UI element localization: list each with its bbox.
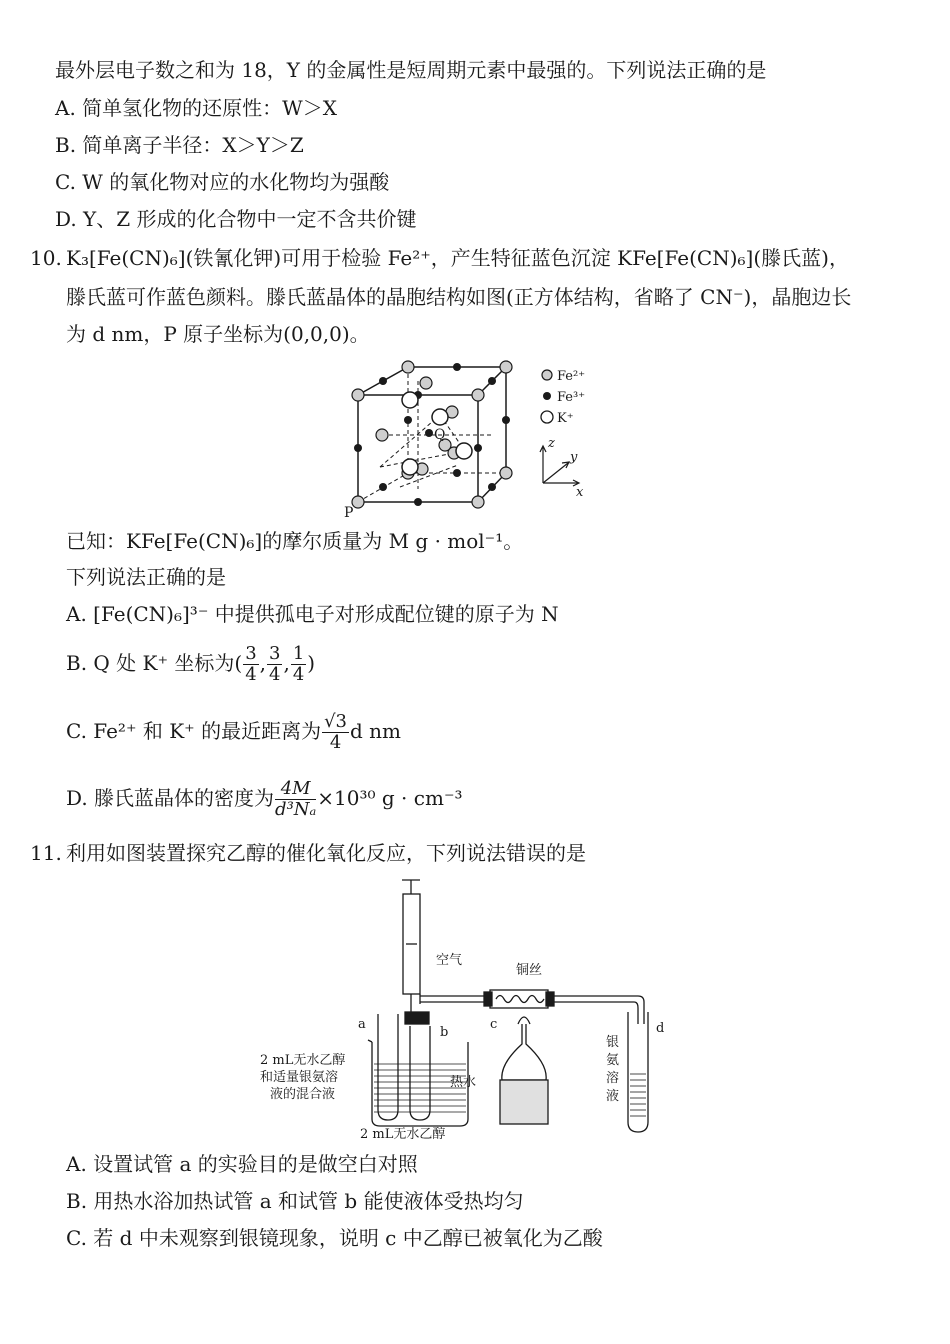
label-p: P	[344, 505, 354, 521]
label-c: c	[490, 1017, 498, 1032]
q10-option-d-prefix: D. 滕氏蓝晶体的密度为	[66, 786, 275, 810]
label-a: a	[358, 1017, 366, 1032]
q10-option-d	[66, 775, 463, 821]
q10-option-a: A. [Fe(CN)₆]³⁻ 中提供孤电子对形成配位键的原子为 N	[66, 602, 559, 626]
q10-stem-line1: K₃[Fe(CN)₆](铁氰化钾)可用于检验 Fe²⁺，产生特征蓝色沉淀 KFe[Fe(CN)₆](滕氏蓝)，	[66, 246, 849, 270]
legend-fe2: Fe²⁺	[557, 369, 586, 384]
q10-option-c-prefix: C. Fe²⁺ 和 K⁺ 的最近距离为	[66, 719, 322, 743]
q10-stem-line2: 滕氏蓝可作蓝色颜料。滕氏蓝晶体的晶胞结构如图(正方体结构，省略了 CN⁻)，晶胞边长	[66, 285, 852, 309]
label-air: 空气	[436, 953, 463, 968]
label-q: Q	[434, 427, 446, 443]
q10-option-b-frac2: $\frac{3}{4}$	[269, 643, 281, 685]
q10-option-d-suffix: ×10³⁰ g · cm⁻³	[317, 786, 463, 810]
q10-option-c-frac: $\frac{√3}{4}$	[324, 711, 347, 753]
q10-known: 已知：KFe[Fe(CN)₆]的摩尔质量为 M g · mol⁻¹。	[66, 529, 524, 553]
axis-y: y	[570, 450, 578, 465]
q10-number: 10.	[30, 246, 62, 270]
crystal-cell-figure	[330, 355, 620, 523]
q9-stem-continuation: 最外层电子数之和为 18，Y 的金属性是短周期元素中最强的。下列说法正确的是	[55, 58, 767, 82]
label-silver-2: 氨	[606, 1053, 620, 1068]
q11-number: 11.	[30, 841, 62, 865]
label-mix-1: 2 mL无水乙醇	[260, 1053, 346, 1068]
q10-stem-line3: 为 d nm，P 原子坐标为(0,0,0)。	[66, 322, 370, 346]
q10-option-b: B. Q 处 K⁺ 坐标为( $\frac{3}{4}$ , $\frac{3}{4}$ , $\frac{1}{4}$ )	[66, 643, 316, 685]
legend-fe3: Fe³⁺	[557, 390, 586, 405]
legend-k: K⁺	[557, 411, 574, 426]
label-silver-4: 液	[606, 1089, 620, 1104]
q10-option-b-suffix: )	[307, 651, 316, 675]
q10-option-b-frac1: $\frac{3}{4}$	[245, 643, 257, 685]
label-hot-water: 热水	[450, 1075, 477, 1090]
label-silver-3: 溶	[606, 1071, 620, 1086]
q10-ask: 下列说法正确的是	[66, 565, 226, 589]
label-copper: 铜丝	[516, 963, 543, 978]
q11-option-b: B. 用热水浴加热试管 a 和试管 b 能使液体受热均匀	[66, 1189, 524, 1213]
q9-option-b: B. 简单离子半径：X＞Y＞Z	[55, 133, 304, 157]
apparatus-figure	[250, 874, 690, 1144]
axis-z: z	[548, 436, 555, 451]
label-ethanol: 2 mL无水乙醇	[360, 1127, 446, 1142]
q9-option-a: A. 简单氢化物的还原性：W＞X	[55, 96, 337, 120]
q9-option-c: C. W 的氧化物对应的水化物均为强酸	[55, 170, 390, 194]
q10-option-b-prefix: B. Q 处 K⁺ 坐标为(	[66, 651, 243, 675]
q11-option-a: A. 设置试管 a 的实验目的是做空白对照	[66, 1152, 418, 1176]
label-silver-1: 银	[606, 1035, 620, 1050]
q11-stem: 利用如图装置探究乙醇的催化氧化反应，下列说法错误的是	[66, 841, 586, 865]
label-d: d	[656, 1021, 665, 1036]
label-mix-3: 液的混合液	[270, 1087, 336, 1102]
axis-x: x	[576, 485, 584, 500]
q11-option-c: C. 若 d 中未观察到银镜现象，说明 c 中乙醇已被氧化为乙酸	[66, 1226, 603, 1250]
label-mix-2: 和适量银氨溶	[260, 1070, 339, 1085]
q10-option-c-suffix: d nm	[350, 719, 402, 743]
q10-option-b-frac3: $\frac{1}{4}$	[292, 643, 305, 685]
q10-option-d-frac: $\frac{4M}{\text{d³Nₐ}}$	[275, 778, 317, 820]
q9-option-d: D. Y、Z 形成的化合物中一定不含共价键	[55, 207, 417, 231]
q10-option-c	[66, 708, 401, 754]
label-b: b	[440, 1025, 449, 1040]
